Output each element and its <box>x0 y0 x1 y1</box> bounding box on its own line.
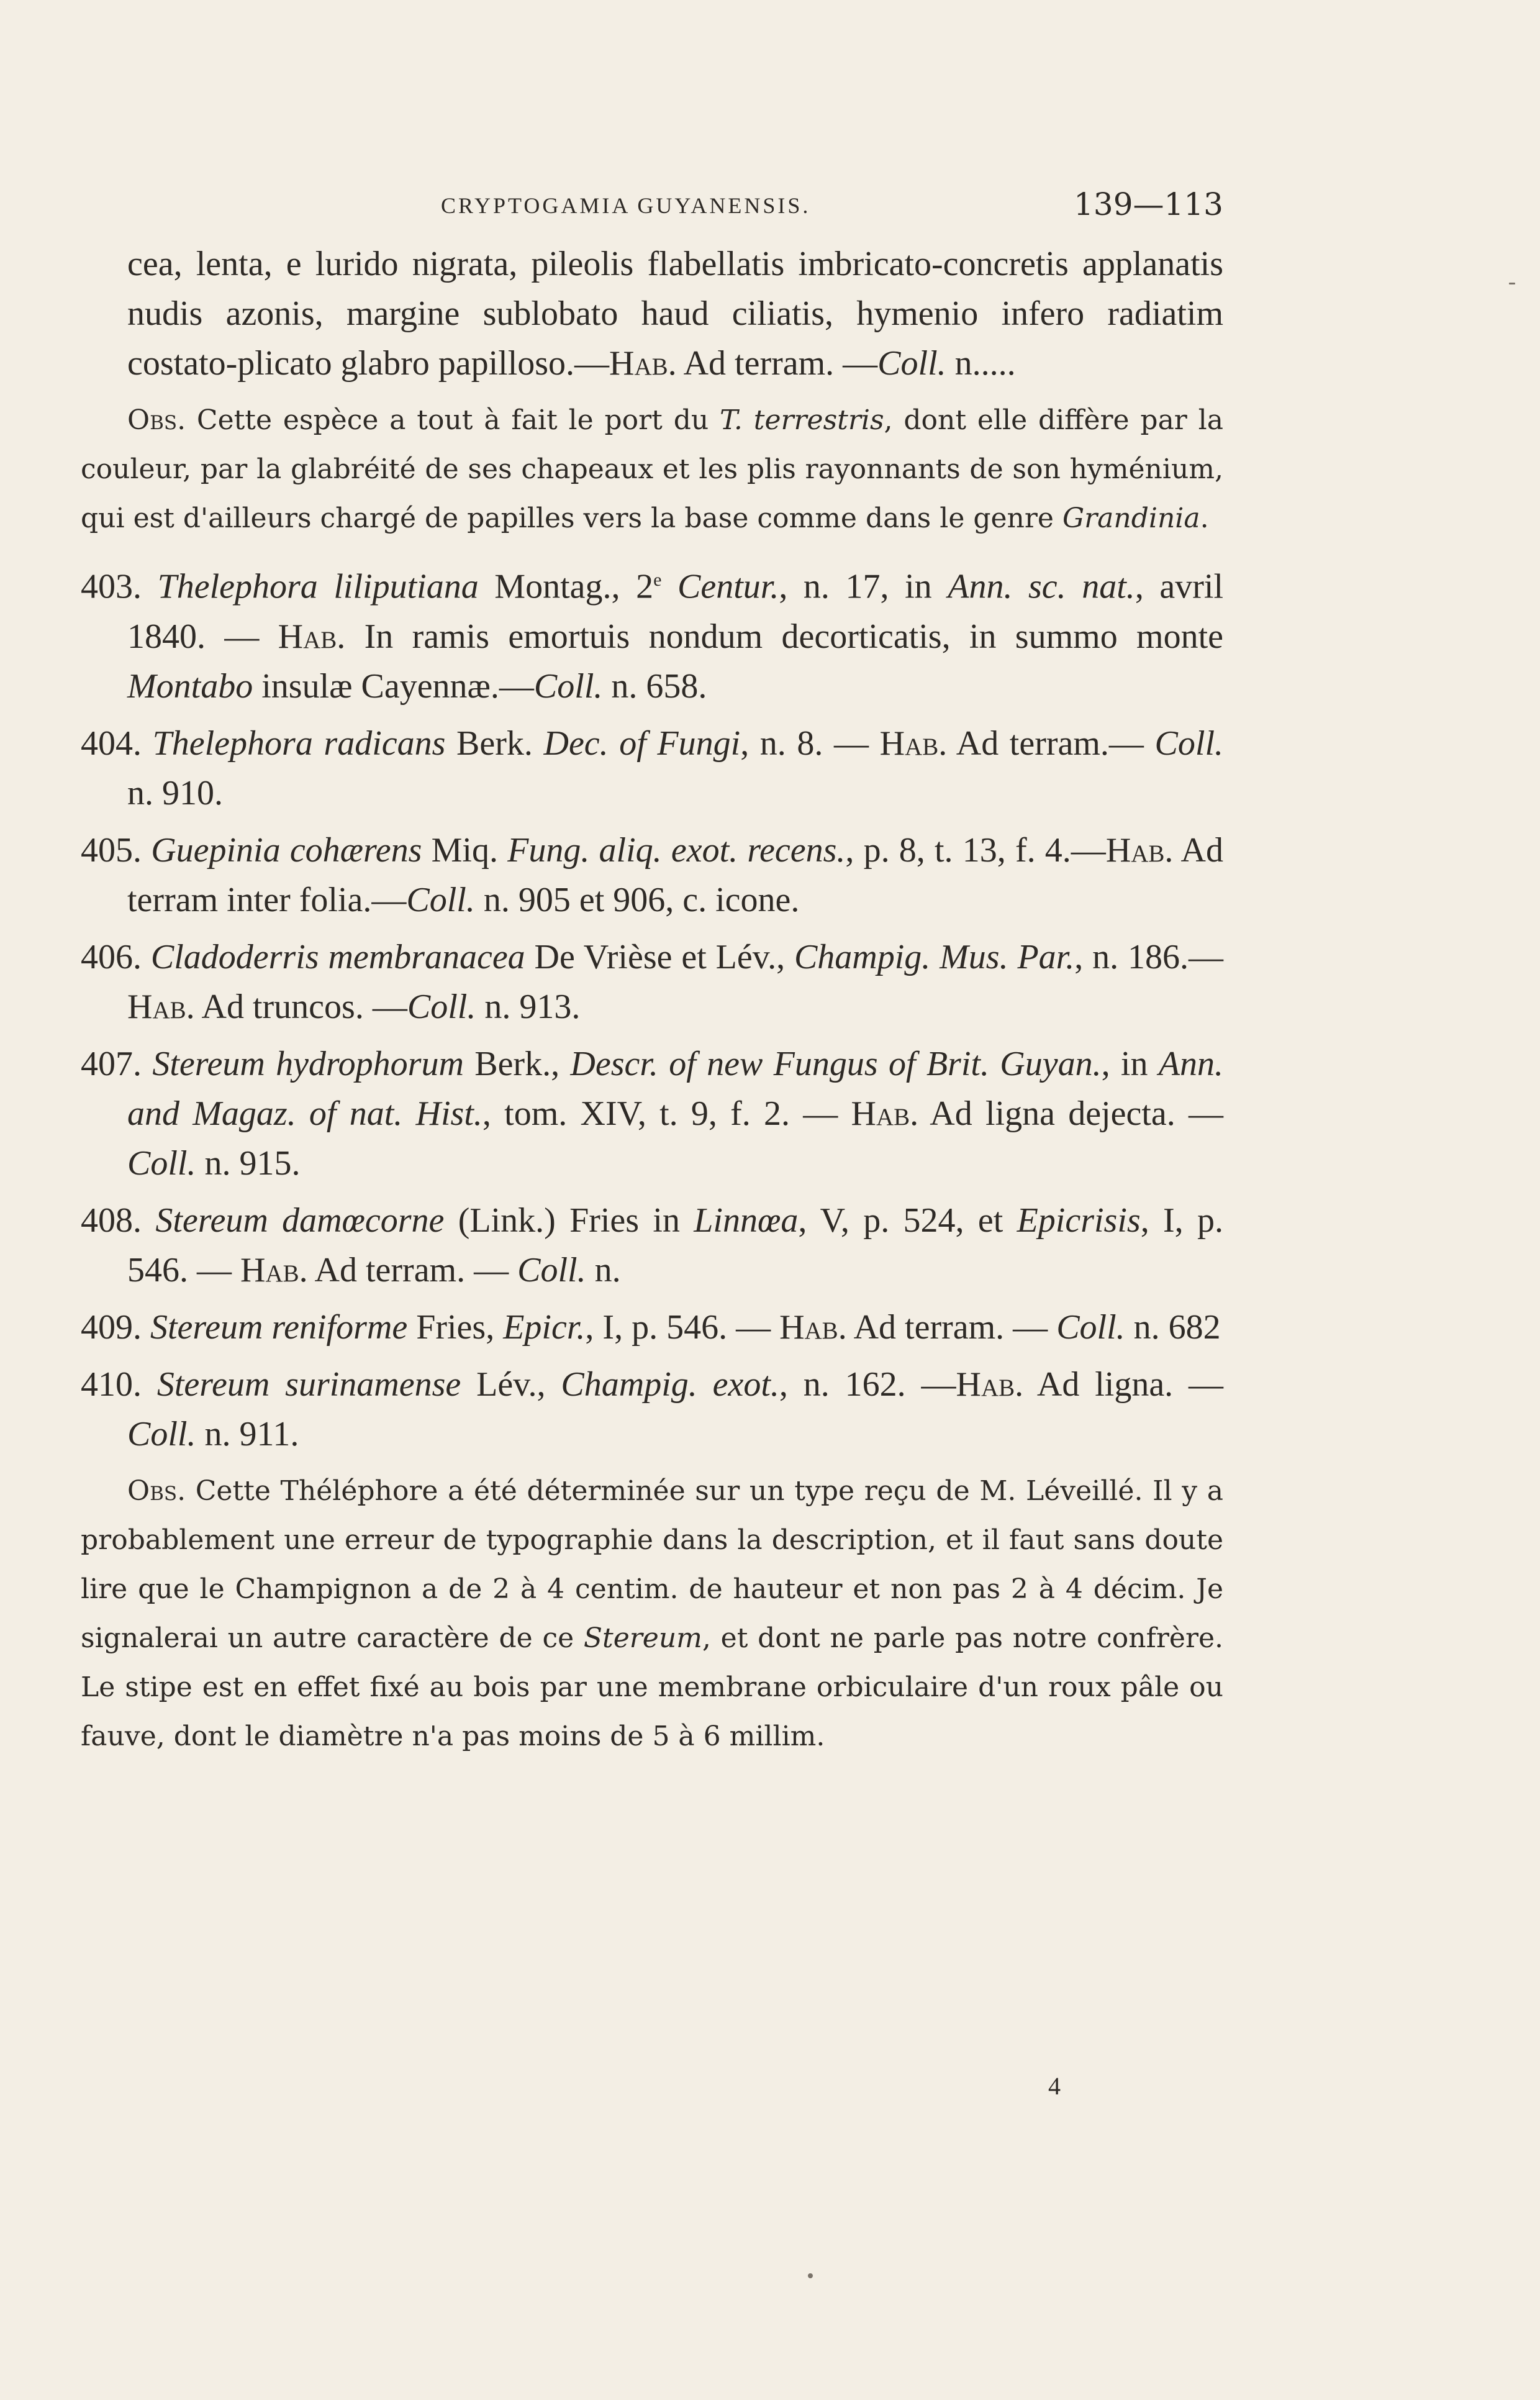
entry-text: De Vrièse et Lév., <box>525 937 794 976</box>
obs-label: Obs. <box>127 404 186 436</box>
hab-label: Hab. <box>956 1365 1024 1404</box>
obs-label: Obs. <box>127 1475 186 1507</box>
italic-text: Thelephora radicans <box>152 724 446 763</box>
entry-text: n. 905 et 906, c. icone. <box>474 880 800 919</box>
italic-text: Epicr. <box>503 1307 586 1347</box>
entry-text: Ad terram inter folia.— <box>127 830 1223 919</box>
hab-text: Ad terram. — <box>676 344 878 383</box>
obs-genus: Grandinia <box>1062 502 1200 534</box>
italic-text: Dec. of Fungi <box>543 724 741 763</box>
entry-text: , tom. XIV, t. 9, f. 2. — <box>482 1094 851 1133</box>
italic-text: Coll. <box>127 1143 196 1183</box>
entry-text: Miq. <box>422 830 508 870</box>
entry-text: Ad terram. — <box>307 1250 518 1289</box>
entry-text: 403. <box>81 567 158 606</box>
ink-speck <box>808 2273 813 2278</box>
ink-speck <box>1509 283 1515 284</box>
body-text <box>81 239 1223 1761</box>
species-entry <box>81 1302 1223 1352</box>
entry-text: Montag., 2 <box>478 567 654 606</box>
entry-text: Ad ligna. — <box>1023 1365 1224 1404</box>
italic-text: Epicrisis <box>1017 1201 1141 1240</box>
entry-text: n. <box>586 1250 621 1289</box>
entry-text: Ad terram.— <box>947 724 1155 763</box>
italic-text: Montabo <box>127 666 253 706</box>
obs-text: Cette Théléphore a été déterminée sur un type reçu de M. Léveillé. Il y a probablement une erreur de typographie dans la description, et il faut sans doute lire que le Champignon a de 2 à 4 centim. de hauteur et non pas 2 à 4 décim. Je signalerai un autre caractère de ce <box>81 1475 1223 1654</box>
italic-text: Stereum damœcorne <box>155 1201 445 1240</box>
italic-text: Stereum reniforme <box>150 1307 408 1347</box>
species-description-continued <box>81 239 1223 388</box>
entry-text: Berk. <box>445 724 544 763</box>
italic-text: Coll. <box>517 1250 586 1289</box>
entry-text: , p. 8, t. 13, f. 4.— <box>845 830 1106 870</box>
italic-text: Coll. <box>407 987 476 1026</box>
italic-text: Thelephora liliputiana <box>157 567 479 606</box>
running-head <box>81 186 1223 230</box>
entry-text: 408. <box>81 1201 156 1240</box>
entry-text: 410. <box>81 1365 157 1404</box>
obs-text: , dont elle diffère par la couleur, par la glabréité de ses chapeaux et les plis rayonnants de son hyménium, qui est d'ailleurs chargé de papilles vers la base comme dans le genre <box>81 404 1223 534</box>
entry-text: , I, p. 546. — <box>127 1201 1223 1289</box>
entry-text: e <box>653 570 662 590</box>
species-entry <box>81 1360 1223 1459</box>
signature-mark: 4 <box>1048 2072 1061 2100</box>
hab-label: Hab. <box>879 724 948 763</box>
entry-text: (Link.) Fries in <box>444 1201 694 1240</box>
italic-text: Linnœa <box>694 1201 799 1240</box>
entry-text: n. 911. <box>196 1414 299 1453</box>
hab-label: Hab. <box>779 1307 847 1347</box>
species-entry <box>81 825 1223 925</box>
hab-label: Hab. <box>278 617 346 656</box>
coll-label: Coll. <box>877 344 946 383</box>
entry-text <box>661 568 677 606</box>
obs-text: , et dont ne parle pas notre confrère. Le stipe est en effet fixé au bois par une membrane orbiculaire d'un roux pâle ou fauve, dont le diamètre n'a pas moins de 5 à 6 millim. <box>81 1622 1224 1752</box>
italic-text: Fung. aliq. exot. recens. <box>507 830 846 870</box>
species-entry <box>81 555 1223 711</box>
italic-text: Centur. <box>677 567 779 606</box>
italic-text: Champig. exot. <box>561 1365 779 1404</box>
entry-text: , I, p. 546. — <box>585 1307 780 1347</box>
page-number: 139—113 <box>1074 186 1223 222</box>
observation-note-2 <box>81 1466 1223 1761</box>
italic-text: Coll. <box>533 666 603 706</box>
italic-text: Coll. <box>127 1414 196 1453</box>
entry-text: n. 913. <box>476 987 581 1026</box>
hab-label: Hab. <box>127 987 195 1026</box>
entry-text: Ad ligna dejecta. — <box>918 1094 1223 1133</box>
italic-text: Ann. and Magaz. of nat. Hist. <box>127 1044 1224 1133</box>
italic-text: Descr. of new Fungus of Brit. Guyan. <box>570 1044 1102 1083</box>
entry-text: , V, p. 524, et <box>798 1201 1017 1240</box>
entry-text: n. 682 <box>1125 1307 1221 1347</box>
hab-label: Hab. <box>851 1094 919 1133</box>
species-entry <box>81 932 1223 1032</box>
italic-text: Stereum surinamense <box>156 1365 461 1404</box>
coll-text: n..... <box>946 344 1016 383</box>
entry-text: , in <box>1101 1044 1159 1083</box>
entry-text: In ramis emortuis nondum decorticatis, in summo monte <box>345 617 1224 656</box>
entry-text: , n. 162. — <box>779 1365 956 1404</box>
entry-text: 405. <box>81 830 152 870</box>
italic-text: Cladoderris membranacea <box>150 937 525 976</box>
italic-text: Coll. <box>406 880 475 919</box>
obs-species: T. terrestris <box>720 404 884 436</box>
observation-note-1 <box>81 396 1223 543</box>
hab-label: Hab. <box>1105 830 1174 870</box>
entry-text: 407. <box>81 1044 153 1083</box>
entry-text: 406. <box>81 937 151 976</box>
entry-text: , avril 1840. — <box>127 567 1224 656</box>
entry-text: Fries, <box>407 1307 504 1347</box>
italic-text: Coll. <box>1154 724 1223 763</box>
italic-text: Champig. Mus. Par. <box>794 937 1075 976</box>
italic-text: Stereum hydrophorum <box>152 1044 464 1083</box>
entry-text: n. 915. <box>196 1143 301 1183</box>
entry-text: n. 910. <box>127 773 223 812</box>
entry-text: 409. <box>81 1307 150 1347</box>
species-entry-list <box>81 555 1223 1459</box>
entry-text: insulæ Cayennæ.— <box>253 666 534 706</box>
hab-label: Hab. <box>240 1250 308 1289</box>
running-title: CRYPTOGAMIA GUYANENSIS. <box>441 193 811 218</box>
entry-text: Berk., <box>463 1044 571 1083</box>
entry-text: , n. 17, in <box>779 567 948 606</box>
entry-text: n. 658. <box>602 666 707 706</box>
italic-text: Coll. <box>1056 1307 1125 1347</box>
italic-text: Ann. sc. nat. <box>948 567 1135 606</box>
hab-label: Hab. <box>609 344 677 383</box>
entry-text: Ad truncos. — <box>194 987 407 1026</box>
entry-text: , n. 8. — <box>740 724 880 763</box>
species-entry <box>81 719 1223 818</box>
species-entry <box>81 1196 1223 1295</box>
obs-text: Cette espèce a tout à fait le port du <box>186 404 720 436</box>
entry-text: Ad terram. — <box>846 1307 1057 1347</box>
obs-genus: Stereum <box>583 1622 702 1654</box>
entry-text: , n. 186.— <box>1074 937 1223 976</box>
entry-text: 404. <box>81 724 153 763</box>
entry-text: Lév., <box>461 1365 561 1404</box>
species-entry <box>81 1039 1223 1188</box>
italic-text: Guepinia cohærens <box>151 830 422 870</box>
obs-text: . <box>1200 502 1209 534</box>
description-text: cea, lenta, e lurido nigrata, pileolis flabellatis imbricato-concretis applanatis nudis azonis, margine sublobato haud ciliatis, hymenio infero radiatim costato-plicato glabro papilloso.— <box>127 245 1223 383</box>
